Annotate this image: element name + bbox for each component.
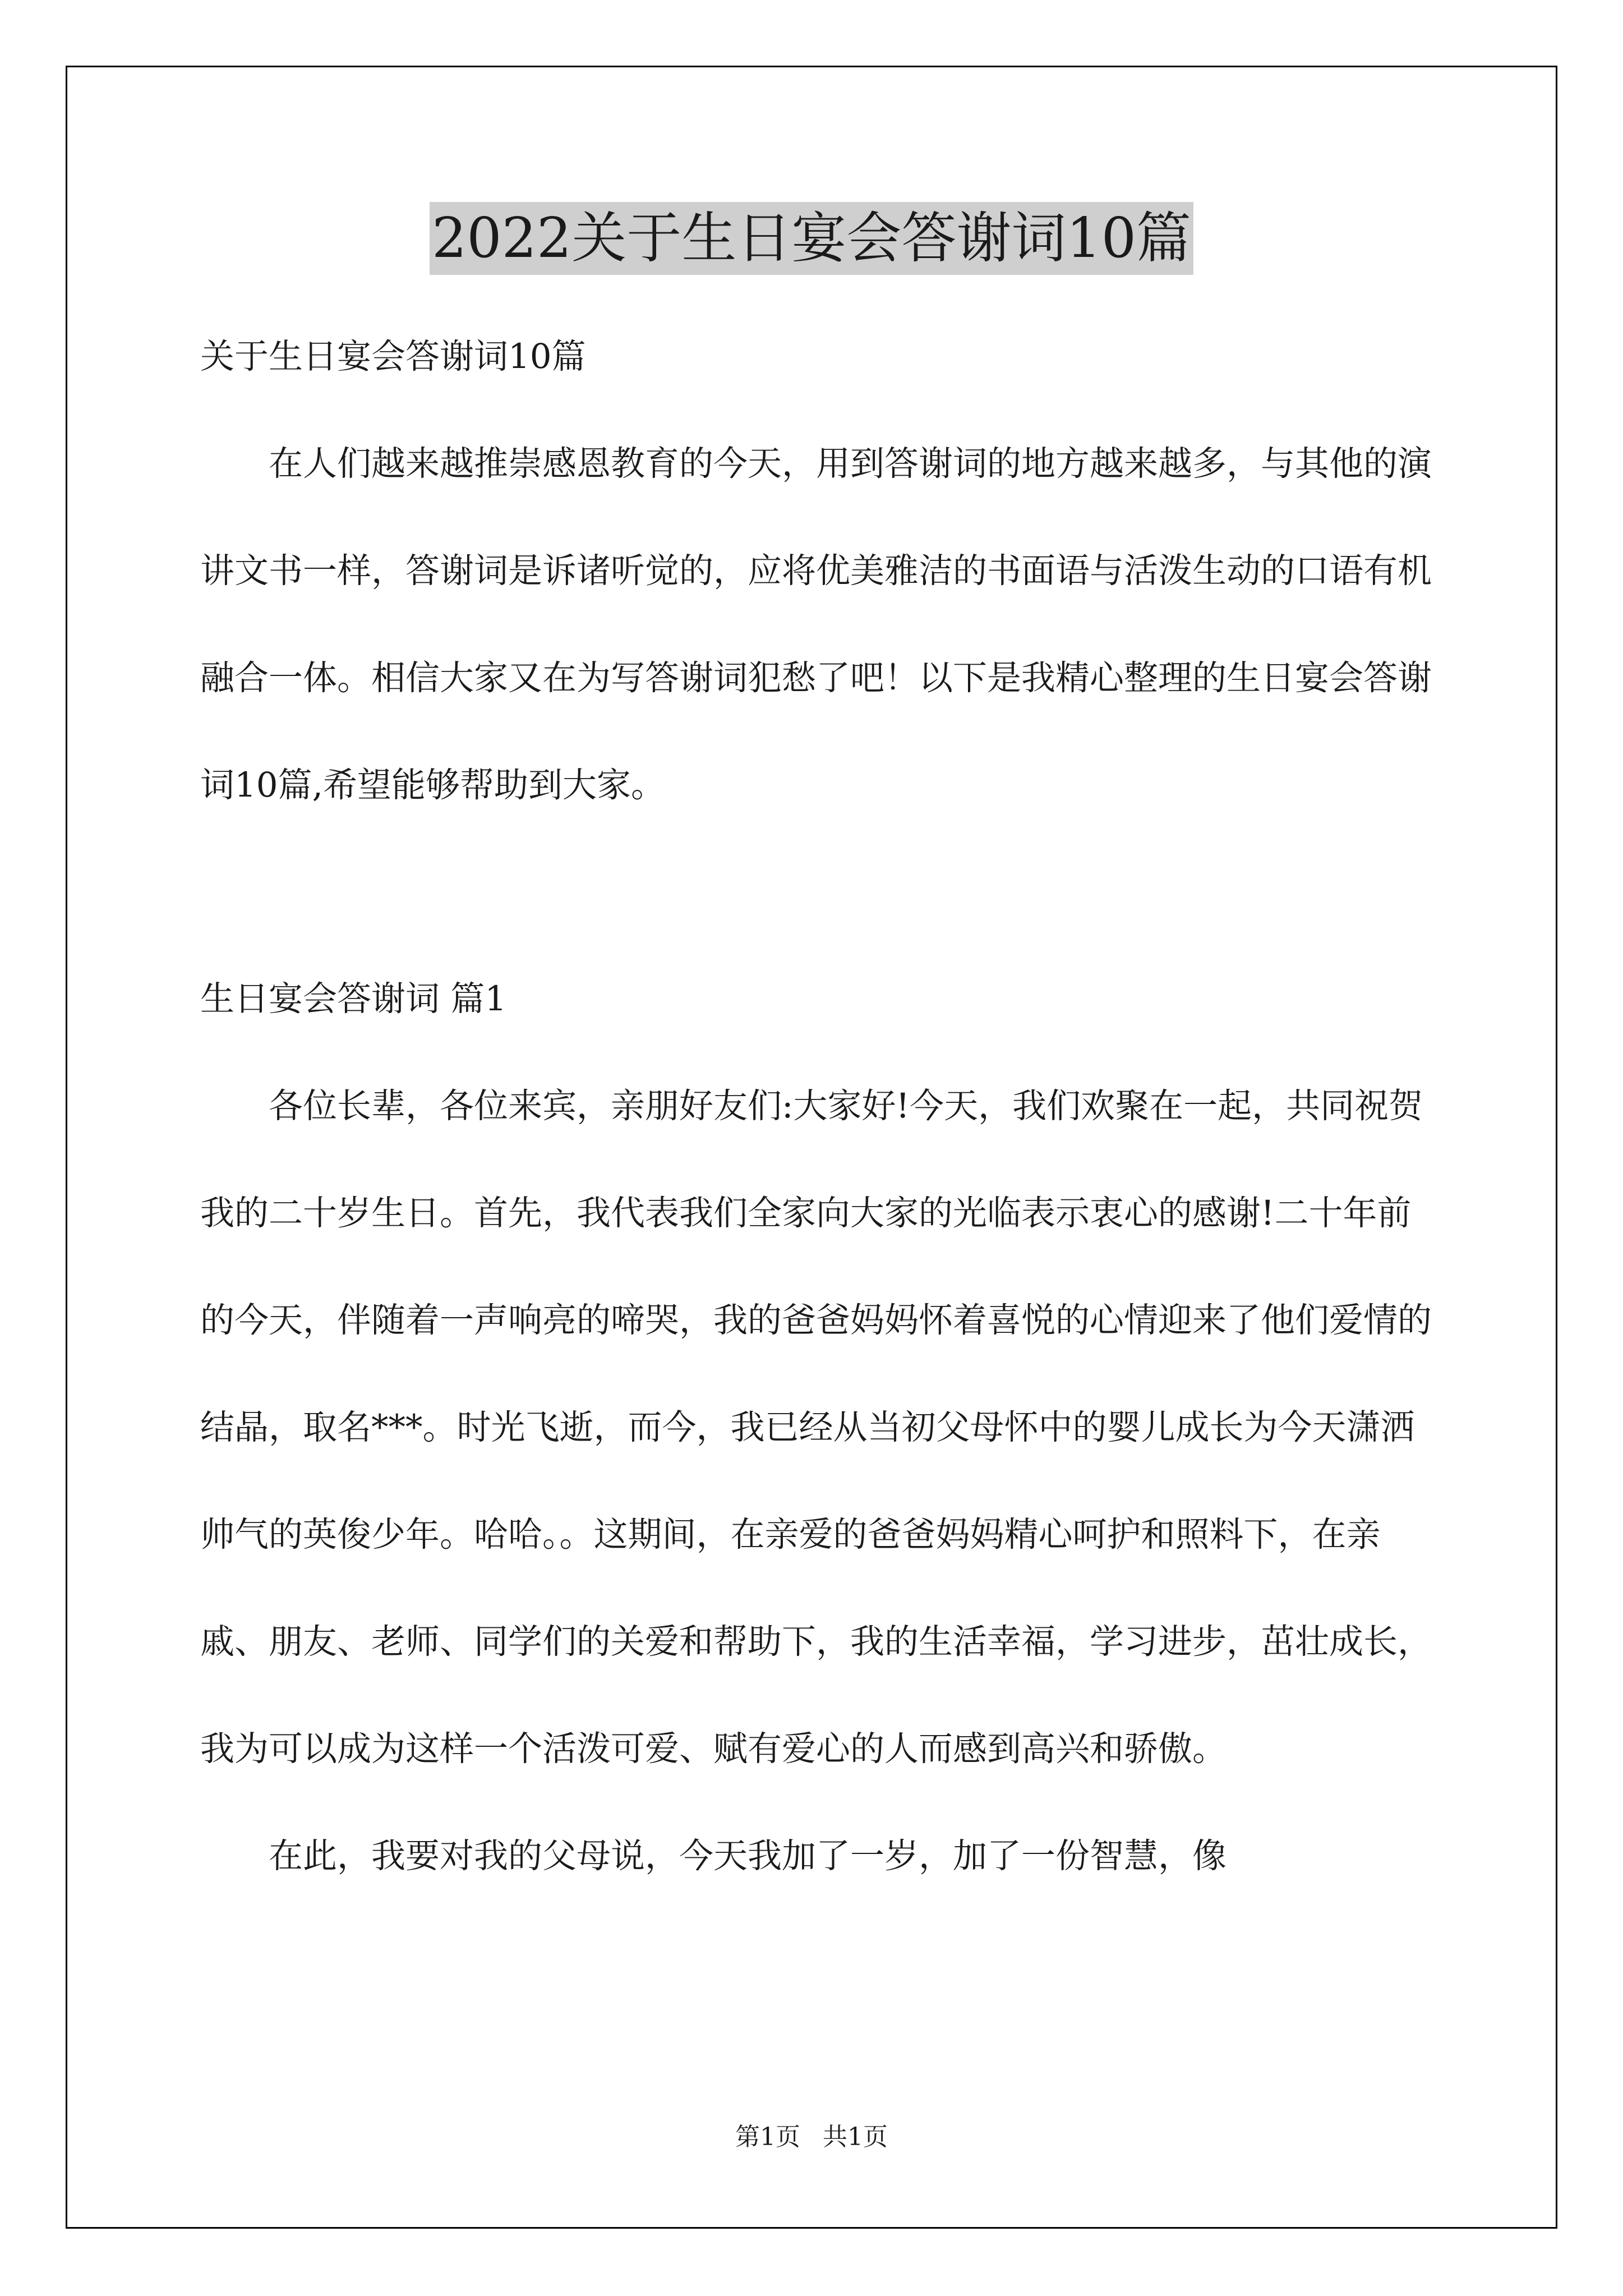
section-heading: 生日宴会答谢词 篇1 (200, 979, 507, 1019)
document-title (0, 202, 1623, 275)
document-title-text: 2022关于生日宴会答谢词10篇 (430, 202, 1193, 275)
page-footer (0, 2120, 1623, 2154)
intro-paragraph: 在人们越来越推崇感恩教育的今天，用到答谢词的地方越来越多，与其他的演讲文书一样，答谢词是诉诸听觉的，应将优美雅洁的书面语与活泼生动的口语有机融合一体。相信大家又在为写答谢词犯愁了吧！以下是我精心整理的生日宴会答谢词10篇,希望能够帮助到大家。 (200, 444, 1432, 805)
page-total: 共1页 (823, 2123, 888, 2151)
page-number: 第1页 (735, 2123, 800, 2151)
body-paragraph: 在此，我要对我的父母说，今天我加了一岁，加了一份智慧，像 (269, 1836, 1227, 1876)
body-paragraph: 各位长辈，各位来宾，亲朋好友们:大家好!今天，我们欢聚在一起，共同祝贺我的二十岁生日。首先，我代表我们全家向大家的光临表示衷心的感谢!二十年前的今天，伴随着一声响亮的啼哭，我的爸爸妈妈怀着喜悦的心情迎来了他们爱情的结晶，取名***。时光飞逝，而今，我已经从当初父母怀中的婴儿成长为今天潇洒帅气的英俊少年。哈哈。。这期间，在亲爱的爸爸妈妈精心呵护和照料下，在亲戚、朋友、老师、同学们的关爱和帮助下，我的生活幸福，学习进步，茁壮成长，我为可以成为这样一个活泼可爱、赋有爱心的人而感到高兴和骄傲。 (200, 1086, 1432, 1769)
document-body (200, 303, 1434, 1910)
document-subtitle: 关于生日宴会答谢词10篇 (200, 337, 586, 376)
